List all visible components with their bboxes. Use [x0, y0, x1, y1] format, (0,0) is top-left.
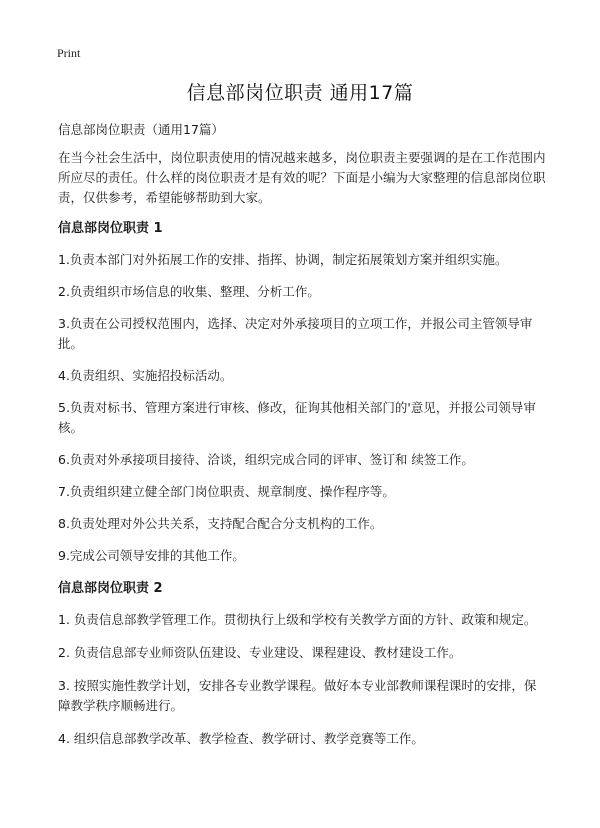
duty-list: [58, 250, 548, 566]
print-link[interactable]: Print: [57, 46, 81, 60]
duty-list: [58, 610, 548, 749]
list-item: 3.负责在公司授权范围内，选择、决定对外承接项目的立项工作，并报公司主管领导审批。: [58, 316, 533, 351]
section-heading: 信息部岗位职责 1: [58, 221, 163, 236]
list-item: 2.负责组织市场信息的收集、整理、分析工作。: [58, 284, 320, 299]
intro-paragraph: 在当今社会生活中，岗位职责使用的情况越来越多，岗位职责主要强调的是在工作范围内所应尽的责任。什么样的岗位职责才是有效的呢？下面是小编为大家整理的信息部岗位职责，仅供参考，希望能够帮助到大家。: [58, 150, 546, 205]
document-subtitle: 信息部岗位职责（通用17篇）: [58, 122, 224, 137]
duty-section-2: [58, 578, 548, 749]
list-item: 8.负责处理对外公共关系，支持配合配合分支机构的工作。: [58, 516, 383, 531]
page-title: 信息部岗位职责 通用17篇: [186, 82, 414, 104]
list-item: 9.完成公司领导安排的其他工作。: [58, 548, 245, 563]
document-body: [58, 120, 548, 762]
duty-section-1: [58, 218, 548, 566]
list-item: 6.负责对外承接项目接待、洽谈，组织完成合同的评审、签订和 续签工作。: [58, 452, 474, 467]
section-heading: 信息部岗位职责 2: [58, 581, 163, 596]
list-item: 1.负责本部门对外拓展工作的安排、指挥、协调，制定拓展策划方案并组织实施。: [58, 252, 508, 267]
list-item: 3. 按照实施性教学计划，安排各专业教学课程。做好本专业部教师课程课时的安排，保障教学秩序顺畅进行。: [58, 678, 537, 713]
list-item: 4. 组织信息部教学改革、教学检查、教学研讨、教学竞赛等工作。: [58, 731, 424, 746]
list-item: 2. 负责信息部专业师资队伍建设、专业建设、课程建设、教材建设工作。: [58, 645, 462, 660]
list-item: 1. 负责信息部教学管理工作。贯彻执行上级和学校有关教学方面的方针、政策和规定。: [58, 612, 537, 627]
list-item: 5.负责对标书、管理方案进行审核、修改，征询其他相关部门的'意见，并报公司领导审核。: [58, 400, 536, 435]
list-item: 7.负责组织建立健全部门岗位职责、规章制度、操作程序等。: [58, 484, 395, 499]
list-item: 4.负责组织、实施招投标活动。: [58, 368, 233, 383]
